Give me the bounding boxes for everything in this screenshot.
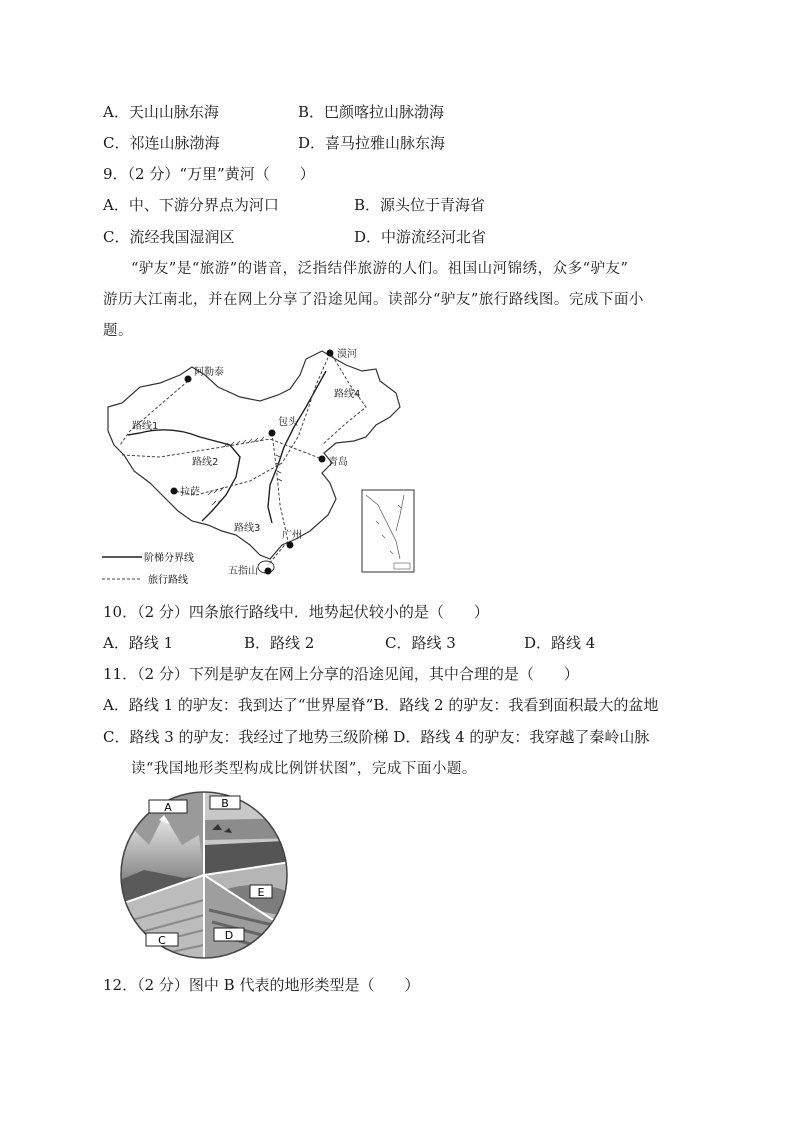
q8-option-c: C．祁连山脉渤海 — [103, 134, 220, 152]
route-4-label: 路线4 — [334, 389, 361, 400]
svg-text:阿勒泰: 阿勒泰 — [194, 367, 224, 378]
q9-option-d: D．中游流经河北省 — [354, 228, 487, 246]
q9-option-c: C．流经我国湿润区 — [103, 228, 235, 246]
pie-label-d — [214, 928, 244, 942]
svg-text:A: A — [164, 801, 172, 814]
q8-option-b: B．巴颜喀拉山脉渤海 — [298, 103, 445, 121]
route-2-path — [122, 439, 322, 459]
step-boundary-1 — [128, 430, 240, 521]
q9-option-b: B．源头位于青海省 — [354, 196, 486, 214]
q10-stem: 10．（2 分）四条旅行路线中．地势起伏较小的是（ ） — [103, 603, 489, 621]
pie-label-c — [146, 933, 178, 947]
svg-text:包头: 包头 — [278, 417, 298, 428]
route-2-label: 路线2 — [192, 457, 219, 468]
q10-option-c: C．路线 3 — [385, 634, 456, 652]
city-guangzhou — [282, 528, 302, 549]
intro1-line2: 游历大江南北，并在网上分享了沿途见闻。读部分“驴友”旅行路线图。完成下面小 — [103, 292, 644, 308]
svg-text:旅行路线: 旅行路线 — [148, 575, 188, 585]
travel-route-map — [100, 345, 430, 585]
q11-options-cd: C．路线 3 的驴友：我经过了地势三级阶梯 D．路线 4 的驴友：我穿越了秦岭山脉 — [103, 728, 650, 746]
q10-option-a: A．路线 1 — [103, 634, 174, 652]
svg-text:拉萨: 拉萨 — [180, 487, 200, 498]
q11-options-ab: A．路线 1 的驴友：我到达了“世界屋脊”B．路线 2 的驴友：我看到面积最大的盆地 — [103, 696, 659, 714]
city-qingdao — [319, 455, 349, 468]
step-boundary-2 — [268, 371, 326, 523]
q9-stem: 9．（2 分）“万里”黄河（ ） — [103, 165, 315, 183]
q10-option-d: D．路线 4 — [524, 634, 596, 652]
svg-text:B: B — [221, 797, 229, 810]
svg-text:E: E — [257, 886, 265, 899]
city-wuzhishan — [228, 564, 272, 577]
q8-option-a: A．天山山脉东海 — [103, 103, 219, 121]
svg-text:漠河: 漠河 — [337, 349, 357, 360]
q11-stem: 11．（2 分）下列是驴友在网上分享的沿途见闻，其中合理的是（ ） — [103, 665, 579, 683]
route-1-path — [120, 381, 188, 445]
route-1-label: 路线1 — [132, 421, 159, 432]
map-legend — [102, 551, 194, 585]
q9-option-a: A．中、下游分界点为河口 — [103, 196, 279, 214]
terrain-pie-chart — [104, 790, 304, 960]
q12-stem: 12．（2 分）图中 B 代表的地形类型是（ ） — [103, 976, 420, 994]
svg-text:青岛: 青岛 — [328, 457, 348, 468]
svg-text:五指山: 五指山 — [228, 566, 258, 577]
pie-label-e — [250, 885, 272, 899]
route-3-path — [268, 433, 288, 565]
svg-text:阶梯分界线: 阶梯分界线 — [144, 553, 194, 564]
route-3-label: 路线3 — [234, 523, 261, 534]
pie-label-a — [149, 800, 187, 814]
pie-label-b — [210, 796, 240, 810]
city-lhasa — [171, 485, 201, 498]
intro1-line3: 题。 — [103, 323, 133, 339]
q8-option-d: D．喜马拉雅山脉东海 — [298, 134, 446, 152]
city-baotou — [269, 415, 300, 437]
route-4b-path — [322, 355, 366, 445]
intro2: 读“我国地形类型构成比例饼状图”，完成下面小题。 — [131, 761, 477, 777]
q10-option-b: B．路线 2 — [244, 634, 315, 652]
intro1-line1: “驴友”是“旅游”的谐音，泛指结伴旅游的人们。祖国山河锦绣，众多“驴友” — [131, 261, 629, 277]
city-mohe — [327, 347, 358, 360]
svg-text:C: C — [158, 934, 166, 947]
svg-text:D: D — [224, 929, 234, 942]
svg-text:广州: 广州 — [282, 530, 302, 541]
south-china-sea-inset — [362, 490, 414, 572]
